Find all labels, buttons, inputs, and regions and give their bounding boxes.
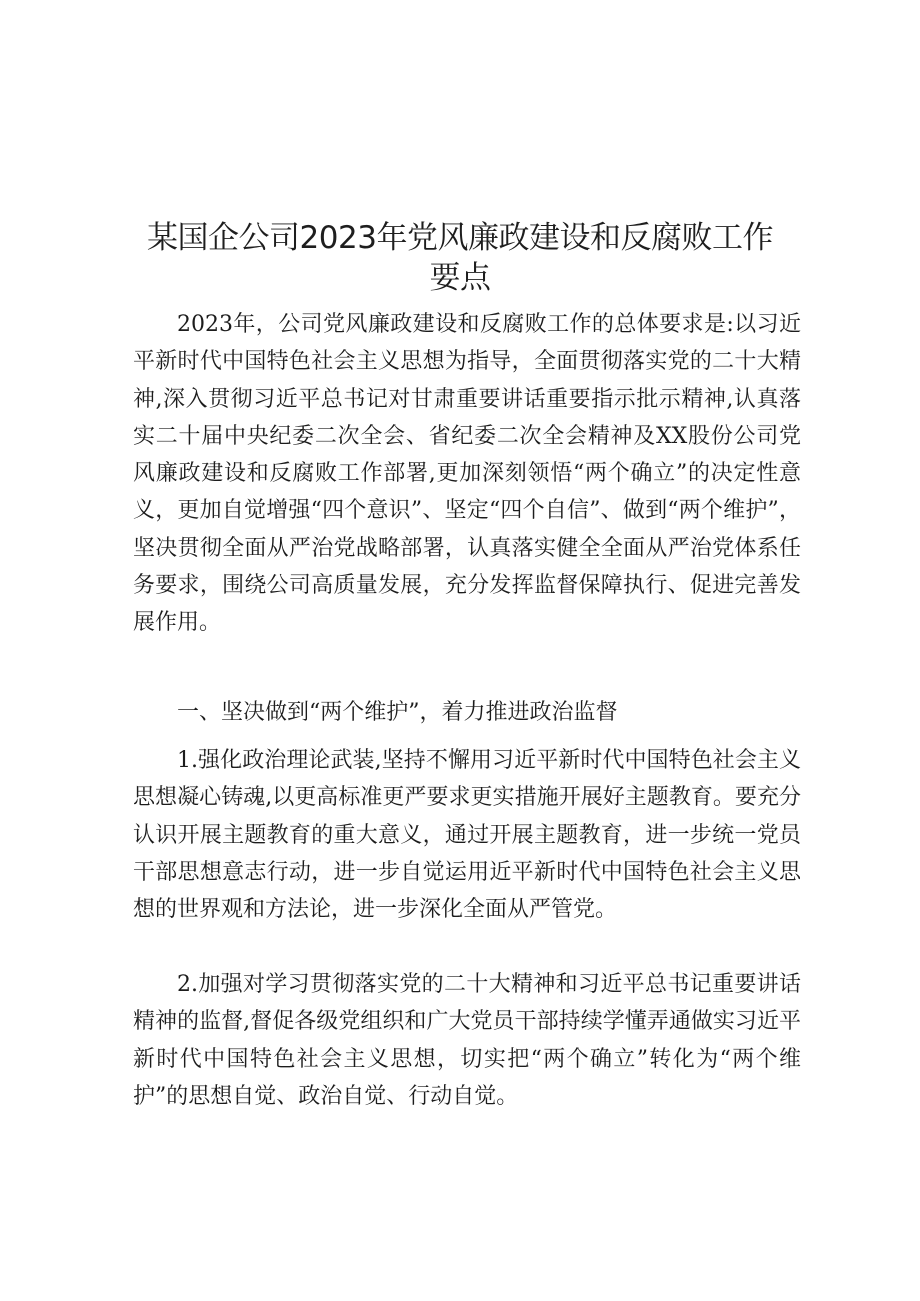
document-title-line-1: 某国企公司2023年党风廉政建设和反腐败工作 (147, 220, 773, 256)
item-1-paragraph: 1.强化政治理论武装,坚持不懈用习近平新时代中国特色社会主义思想凝心铸魂,以更高标准更严要求更实措施开展好主题教育。要充分认识开展主题教育的重大意义，通过开展主题教育，进一步统一党员干部思想意志行动，进一步自觉运用近平新时代中国特色社会主义思想的世界观和方法论，进一步深化全面从严管党。 (133, 748, 801, 923)
document-title-line-2: 要点 (429, 260, 491, 296)
item-2-paragraph: 2.加强对学习贯彻落实党的二十大精神和习近平总书记重要讲话精神的监督,督促各级党组织和广大党员干部持续学懂弄通做实习近平新时代中国特色社会主义思想，切实把“两个确立”转化为“两个维护”的思想自觉、政治自觉、行动自觉。 (133, 972, 801, 1109)
intro-paragraph: 2023年，公司党风廉政建设和反腐败工作的总体要求是:以习近平新时代中国特色社会主义思想为指导，全面贯彻落实党的二十大精神,深入贯彻习近平总书记对甘肃重要讲话重要指示批示精神,认真落实二十届中央纪委二次全会、省纪委二次全会精神及XX股份公司党风廉政建设和反腐败工作部署,更加深刻领悟“两个确立”的决定性意义，更加自觉增强“四个意识”、坚定“四个自信”、做到“两个维护”，坚决贯彻全面从严治党战略部署，认真落实健全全面从严治党体系任务要求，围绕公司高质量发展，充分发挥监督保障执行、促进完善发展作用。 (133, 312, 801, 636)
section-1-heading: 一、坚决做到“两个维护”，着力推进政治监督 (177, 700, 618, 725)
